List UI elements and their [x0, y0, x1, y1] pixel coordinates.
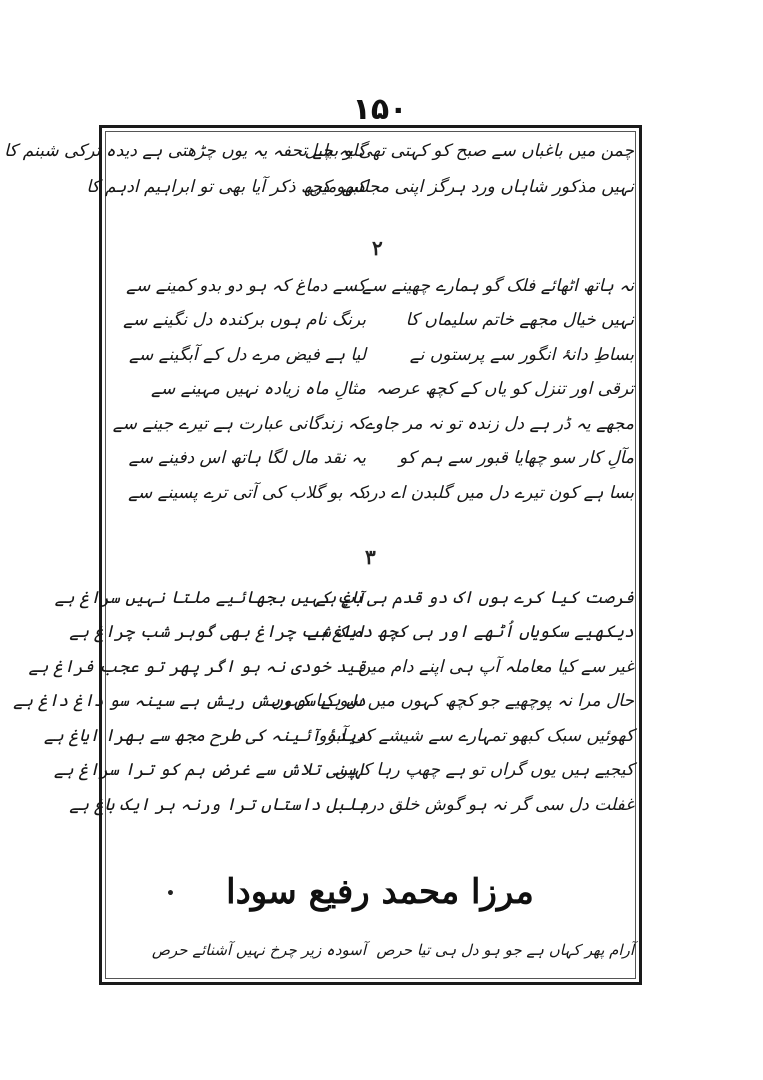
- first-hemistich: بساطِ دانۂ انگور سے پرستوں نے: [409, 344, 634, 365]
- first-hemistich: غفلت دل سی گر نہ ہو گوش خلق درد: [360, 794, 634, 815]
- first-hemistich: نہ ہاتھ اٹھائے فلک گو ہمارے چھینے سے: [361, 275, 634, 296]
- first-hemistich: ترقی اور تنزل کو یاں کے کچھ عرصہ: [375, 379, 634, 400]
- couplet: [54, 580, 634, 615]
- poet-heading: مرزا محمد رفیع سودا: [226, 872, 534, 912]
- couplet: [13, 684, 634, 719]
- first-hemistich: دیکھیے سکویاں اُٹھے اور ہی کچھ دماغ ہے: [307, 622, 634, 643]
- second-hemistich: آسودہ زیر چرخ نہیں آشنائے حرص: [151, 941, 366, 959]
- couplet: [53, 753, 634, 788]
- couplet: [108, 441, 634, 476]
- first-hemistich: نہیں مذکور شاہاں ورد ہرگز اپنی مجلس میں: [309, 176, 634, 197]
- couplet: [86, 168, 634, 204]
- couplet: [108, 268, 634, 303]
- couplet: [108, 932, 634, 968]
- second-hemistich: آپ کہیں بجھائیے ملتا نہیں سراغ ہے: [54, 587, 366, 608]
- second-hemistich: کسے دماغ کہ ہو دو بدو کمینے سے: [126, 275, 366, 296]
- first-hemistich: مآلِ کار سو چھایا قبور سے ہم کو: [398, 448, 634, 469]
- second-hemistich: دیدۂ آئینہ کی طرح مجھ سے بھرا ایاغ ہے: [43, 725, 366, 746]
- first-hemistich: نہیں خیال مجھے خاتم سلیماں کا: [405, 310, 634, 331]
- second-hemistich: اپنی تلاش سے غرض ہم کو ترا سراغ ہے: [53, 760, 366, 781]
- first-hemistich: مجھے یہ ڈر ہے دل زندہ تو نہ مر جاوے: [364, 413, 634, 434]
- second-hemistich: دل ہے سو ریش ریش ہے سینہ سو داغ داغ ہے: [13, 691, 366, 712]
- second-hemistich: کبھو کچھ ذکر آیا بھی تو ابراہیم ادہم کا: [86, 176, 366, 197]
- second-hemistich: مثالِ ماہ زیادہ نہیں مہینے سے: [151, 379, 366, 400]
- second-hemistich: لیا ہے فیض مرے دل کے آبگینے سے: [128, 344, 366, 365]
- second-hemistich: برنگ نام ہوں برکندہ دل نگینے سے: [123, 310, 366, 331]
- stanza-1: [4, 132, 634, 204]
- couplet: [108, 303, 634, 338]
- couplet: [4, 132, 634, 168]
- couplet: [69, 615, 634, 650]
- first-hemistich: حال مرا نہ پوچھیے جو کچھ کہوں میں سو کیا کہوں: [270, 691, 634, 712]
- couplet: [108, 337, 634, 372]
- couplet: [69, 787, 634, 822]
- second-hemistich: بلبل داستاں ترا ورنہ ہر ایک باغ ہے: [69, 794, 366, 815]
- first-hemistich: فرصت کیا کرے ہوں اک دو قدم ہی باغ ہے: [316, 587, 634, 608]
- second-hemistich: کہ زندگانی عبارت ہے تیرے جینے سے: [112, 413, 366, 434]
- first-hemistich: کیجیے ہیں یوں گراں تو ہے چھپ رہا کہیں: [334, 760, 634, 781]
- ghazal-number-3: ۳: [365, 545, 376, 569]
- first-hemistich: آرام پھر کہاں ہے جو ہو دل ہی تیا حرص: [376, 941, 634, 959]
- couplet: [43, 718, 634, 753]
- page-number: ۱۵۰: [352, 92, 408, 127]
- couplet: [108, 406, 634, 441]
- stanza-3: [13, 580, 634, 822]
- first-hemistich: کھوئیں سبک کبھو تمہارے سے شیشے کی آبرو: [318, 725, 634, 746]
- ink-mark: •: [166, 886, 175, 902]
- second-hemistich: قید خودی نہ ہو اگر پھر تو عجب فراغ ہے: [28, 656, 366, 677]
- first-hemistich: غیر سے کیا معاملہ آپ ہی اپنے دام میں: [358, 656, 634, 677]
- second-hemistich: ایک شب چراغ بھی گوہر شب چراغ ہے: [69, 622, 366, 643]
- first-hemistich: چمن میں باغباں سے صبح کو کہتی تھی یہ بلبل: [304, 140, 634, 161]
- stanza-2: [108, 268, 634, 510]
- couplet: [108, 475, 634, 510]
- second-hemistich: یہ نقد مال لگا ہاتھ اس دفینے سے: [128, 448, 366, 469]
- first-hemistich: بسا ہے کون تیرے دل میں گلبدن اے درد: [361, 482, 634, 503]
- second-hemistich: کہ بو گلاب کی آتی ترے پسینے سے: [128, 482, 366, 503]
- second-hemistich: گلو بچے تحفہ یہ یوں چڑھتی ہے دیدہ ترکی شبنم کا: [4, 140, 366, 161]
- couplet: [108, 372, 634, 407]
- ghazal-number-2: ۲: [372, 236, 383, 260]
- couplet: [28, 649, 634, 684]
